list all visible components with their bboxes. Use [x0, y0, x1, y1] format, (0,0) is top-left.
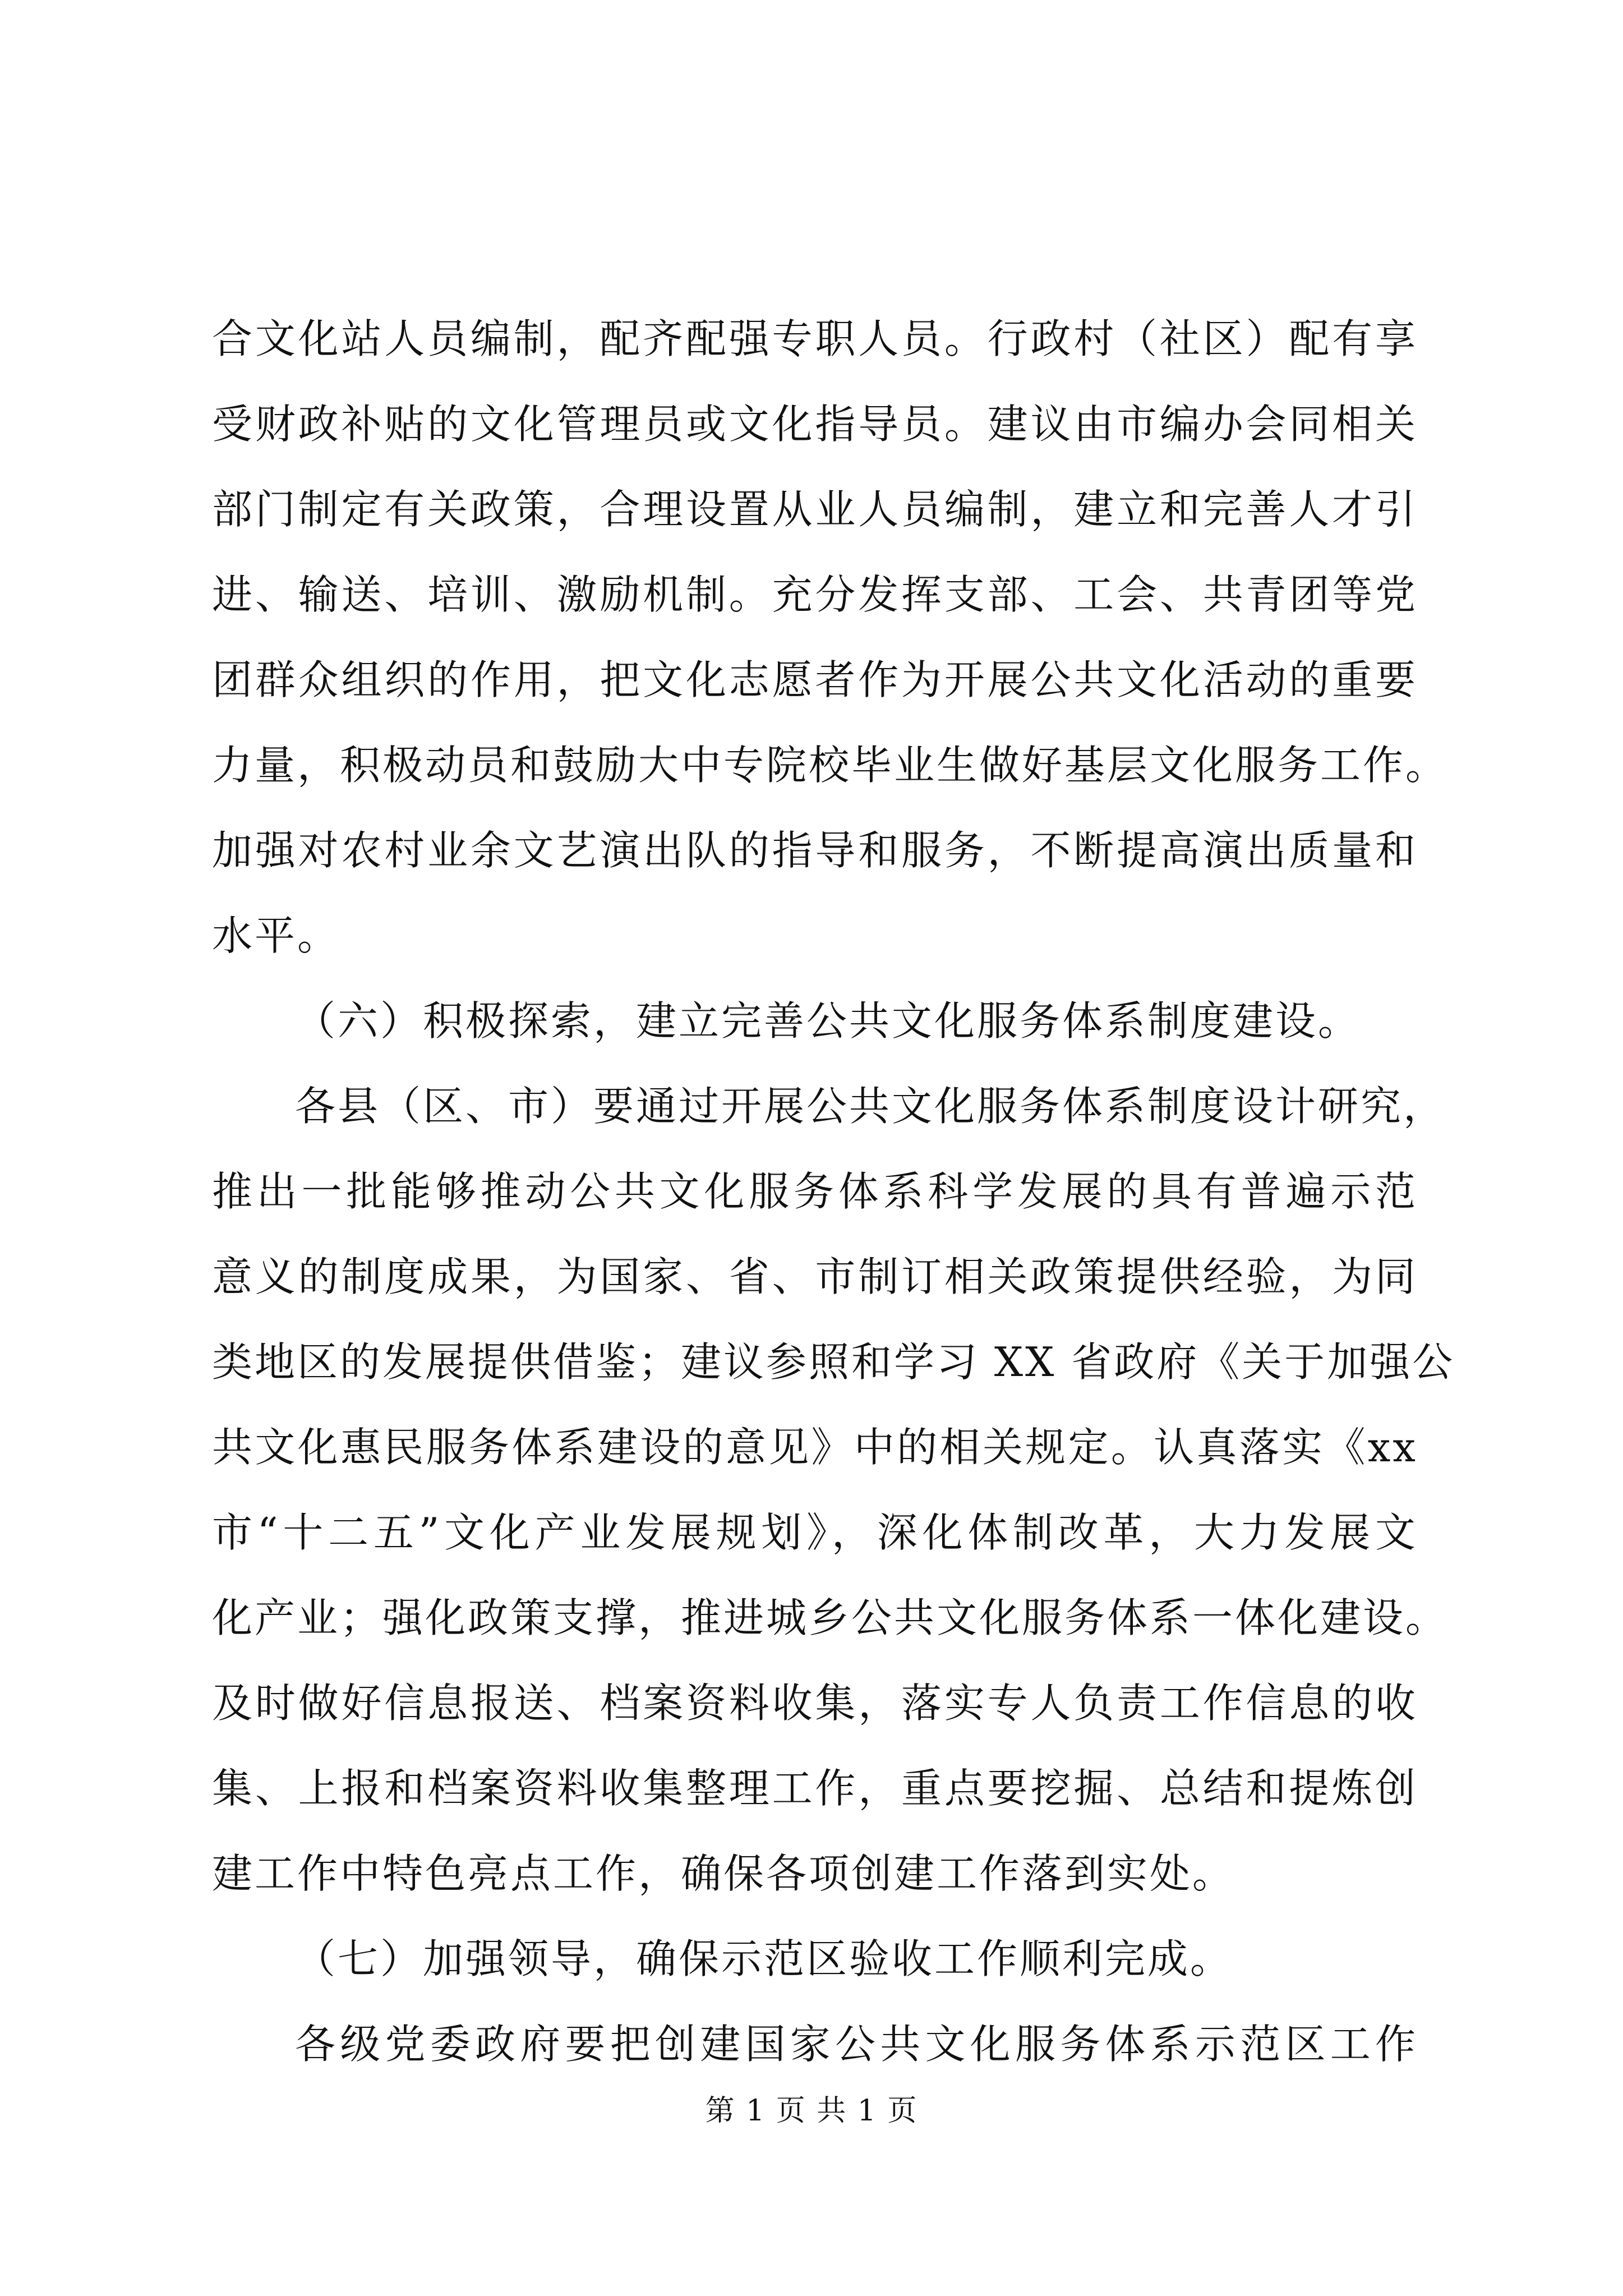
- body-line: 建工作中特色亮点工作，确保各项创建工作落到实处。: [212, 1850, 1235, 1897]
- page-number-footer: 第 1 页 共 1 页: [705, 2094, 918, 2128]
- body-line: 意义的制度成果，为国家、省、市制订相关政策提供经验，为同: [212, 1253, 1418, 1300]
- body-line: 力量，积极动员和鼓励大中专院校毕业生做好基层文化服务工作。: [212, 742, 1449, 789]
- body-line: 推出一批能够推动公共文化服务体系科学发展的具有普遍示范: [212, 1168, 1418, 1215]
- document-body: [212, 296, 1455, 2087]
- body-line: 各级党委政府要把创建国家公共文化服务体系示范区工作: [295, 2021, 1418, 2068]
- section-heading-seven: （七）加强领导，确保示范区验收工作顺利完成。: [295, 1935, 1233, 1982]
- body-line: 市“十二五”文化产业发展规划》，深化体制改革，大力发展文: [212, 1509, 1418, 1556]
- section-heading-six: （六）积极探索，建立完善公共文化服务体系制度建设。: [295, 997, 1361, 1045]
- body-line: 团群众组织的作用，把文化志愿者作为开展公共文化活动的重要: [212, 656, 1418, 703]
- body-line: 进、输送、培训、激励机制。充分发挥支部、工会、共青团等党: [212, 571, 1418, 618]
- body-line: 各县（区、市）要通过开展公共文化服务体系制度设计研究，: [295, 1083, 1446, 1130]
- body-line: 共文化惠民服务体系建设的意见》中的相关规定。认真落实《xx: [212, 1424, 1418, 1471]
- body-line: 集、上报和档案资料收集整理工作，重点要挖掘、总结和提炼创: [212, 1765, 1418, 1812]
- body-line: 及时做好信息报送、档案资料收集，落实专人负责工作信息的收: [212, 1680, 1418, 1727]
- body-line: 受财政补贴的文化管理员或文化指导员。建议由市编办会同相关: [212, 401, 1418, 448]
- body-line: 类地区的发展提供借鉴；建议参照和学习 XX 省政府《关于加强公: [212, 1338, 1455, 1386]
- body-line: 合文化站人员编制，配齐配强专职人员。行政村（社区）配有享: [212, 315, 1418, 362]
- body-line: 加强对农村业余文艺演出队的指导和服务，不断提高演出质量和: [212, 827, 1418, 874]
- body-line: 水平。: [212, 912, 340, 959]
- body-line: 化产业；强化政策支撑，推进城乡公共文化服务体系一体化建设。: [212, 1594, 1449, 1641]
- body-line: 部门制定有关政策，合理设置从业人员编制，建立和完善人才引: [212, 486, 1418, 533]
